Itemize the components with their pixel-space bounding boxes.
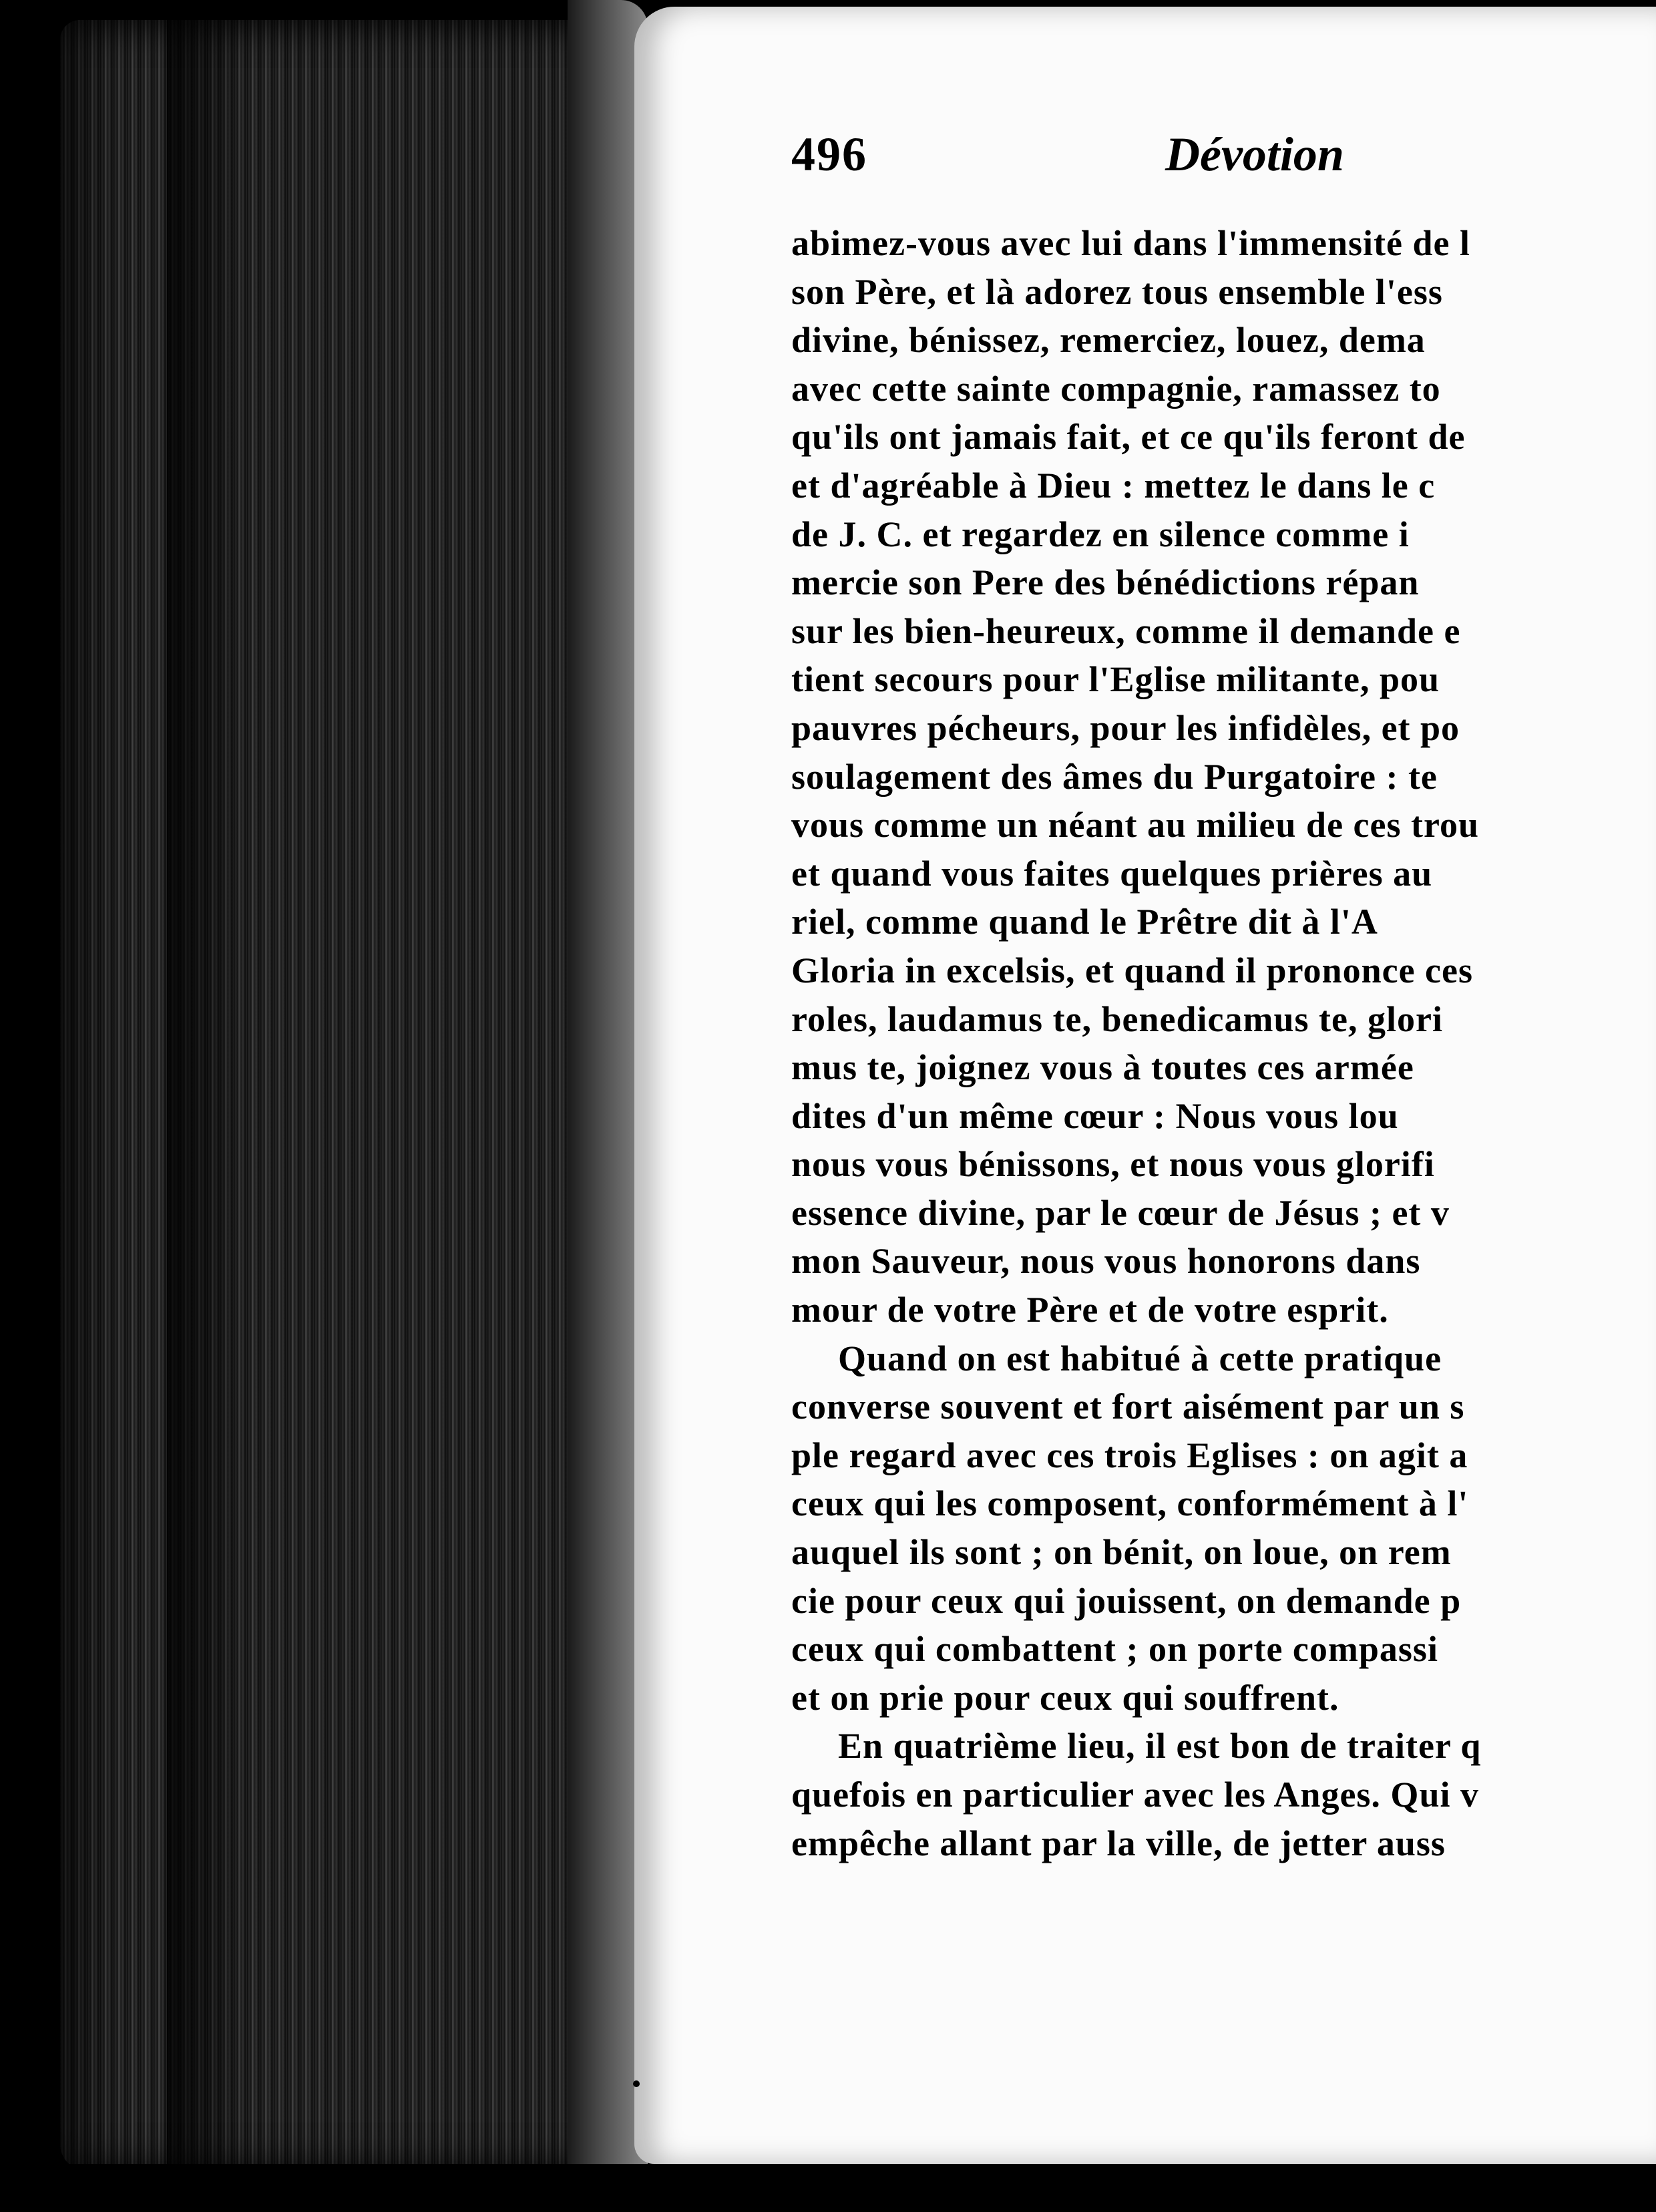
text-line: quefois en particulier avec les Anges. Qui v	[791, 1775, 1479, 1815]
page-number: 496	[791, 128, 867, 181]
text-line: avec cette sainte compagnie, ramassez to	[791, 368, 1441, 409]
text-line: Gloria in excelsis, et quand il prononce ces	[791, 950, 1474, 990]
text-line: et d'agréable à Dieu : mettez le dans le c	[791, 465, 1436, 506]
text-line: ceux qui les composent, conformément à l'	[791, 1483, 1469, 1524]
page-header	[791, 127, 1656, 207]
text-line: sur les bien-heureux, comme il demande e	[791, 610, 1461, 651]
text-line: soulagement des âmes du Purgatoire : te	[791, 756, 1438, 797]
body-text	[791, 219, 1656, 1867]
text-line: Quand on est habitué à cette pratique	[838, 1338, 1442, 1378]
text-line: pauvres pécheurs, pour les infidèles, et po	[791, 707, 1460, 748]
text-line: essence divine, par le cœur de Jésus ; et v	[791, 1192, 1450, 1233]
text-line: auquel ils sont ; on bénit, on loue, on rem	[791, 1532, 1452, 1573]
text-line: et quand vous faites quelques prières au	[791, 853, 1433, 894]
text-line: son Père, et là adorez tous ensemble l'ess	[791, 271, 1443, 312]
text-line: mus te, joignez vous à toutes ces armée	[791, 1047, 1414, 1088]
book-page-edges	[60, 20, 648, 2171]
text-line: mour de votre Père et de votre esprit.	[791, 1290, 1389, 1330]
text-line: En quatrième lieu, il est bon de traiter q	[838, 1726, 1482, 1767]
book-page	[634, 7, 1656, 2164]
page-mark-dot	[633, 2080, 640, 2087]
text-line: et on prie pour ceux qui souffrent.	[791, 1677, 1339, 1718]
text-line: mercie son Pere des bénédictions répan	[791, 562, 1420, 603]
text-line: cie pour ceux qui jouissent, on demande p	[791, 1580, 1462, 1621]
text-line: tient secours pour l'Eglise militante, pou	[791, 659, 1440, 700]
text-line: vous comme un néant au milieu de ces trou	[791, 805, 1480, 846]
text-line: ceux qui combattent ; on porte compassi	[791, 1629, 1438, 1670]
text-line: mon Sauveur, nous vous honorons dans	[791, 1241, 1421, 1282]
bottom-shadow	[0, 2164, 1656, 2212]
running-title: Dévotion	[1165, 128, 1344, 181]
text-line: divine, bénissez, remerciez, louez, dema	[791, 320, 1426, 361]
text-line: qu'ils ont jamais fait, et ce qu'ils feront de	[791, 417, 1466, 457]
text-line: de J. C. et regardez en silence comme i	[791, 514, 1410, 554]
text-line: abimez-vous avec lui dans l'immensité de l	[791, 223, 1470, 263]
text-line: nous vous bénissons, et nous vous glorifi	[791, 1144, 1435, 1185]
text-line: riel, comme quand le Prêtre dit à l'A	[791, 902, 1378, 942]
text-line: roles, laudamus te, benedicamus te, glori	[791, 998, 1443, 1039]
text-line: dites d'un même cœur : Nous vous lou	[791, 1095, 1399, 1136]
text-line: converse souvent et fort aisément par un s	[791, 1387, 1465, 1427]
text-line: ple regard avec ces trois Eglises : on agit a	[791, 1435, 1468, 1475]
text-line: empêche allant par la ville, de jetter auss	[791, 1823, 1446, 1863]
